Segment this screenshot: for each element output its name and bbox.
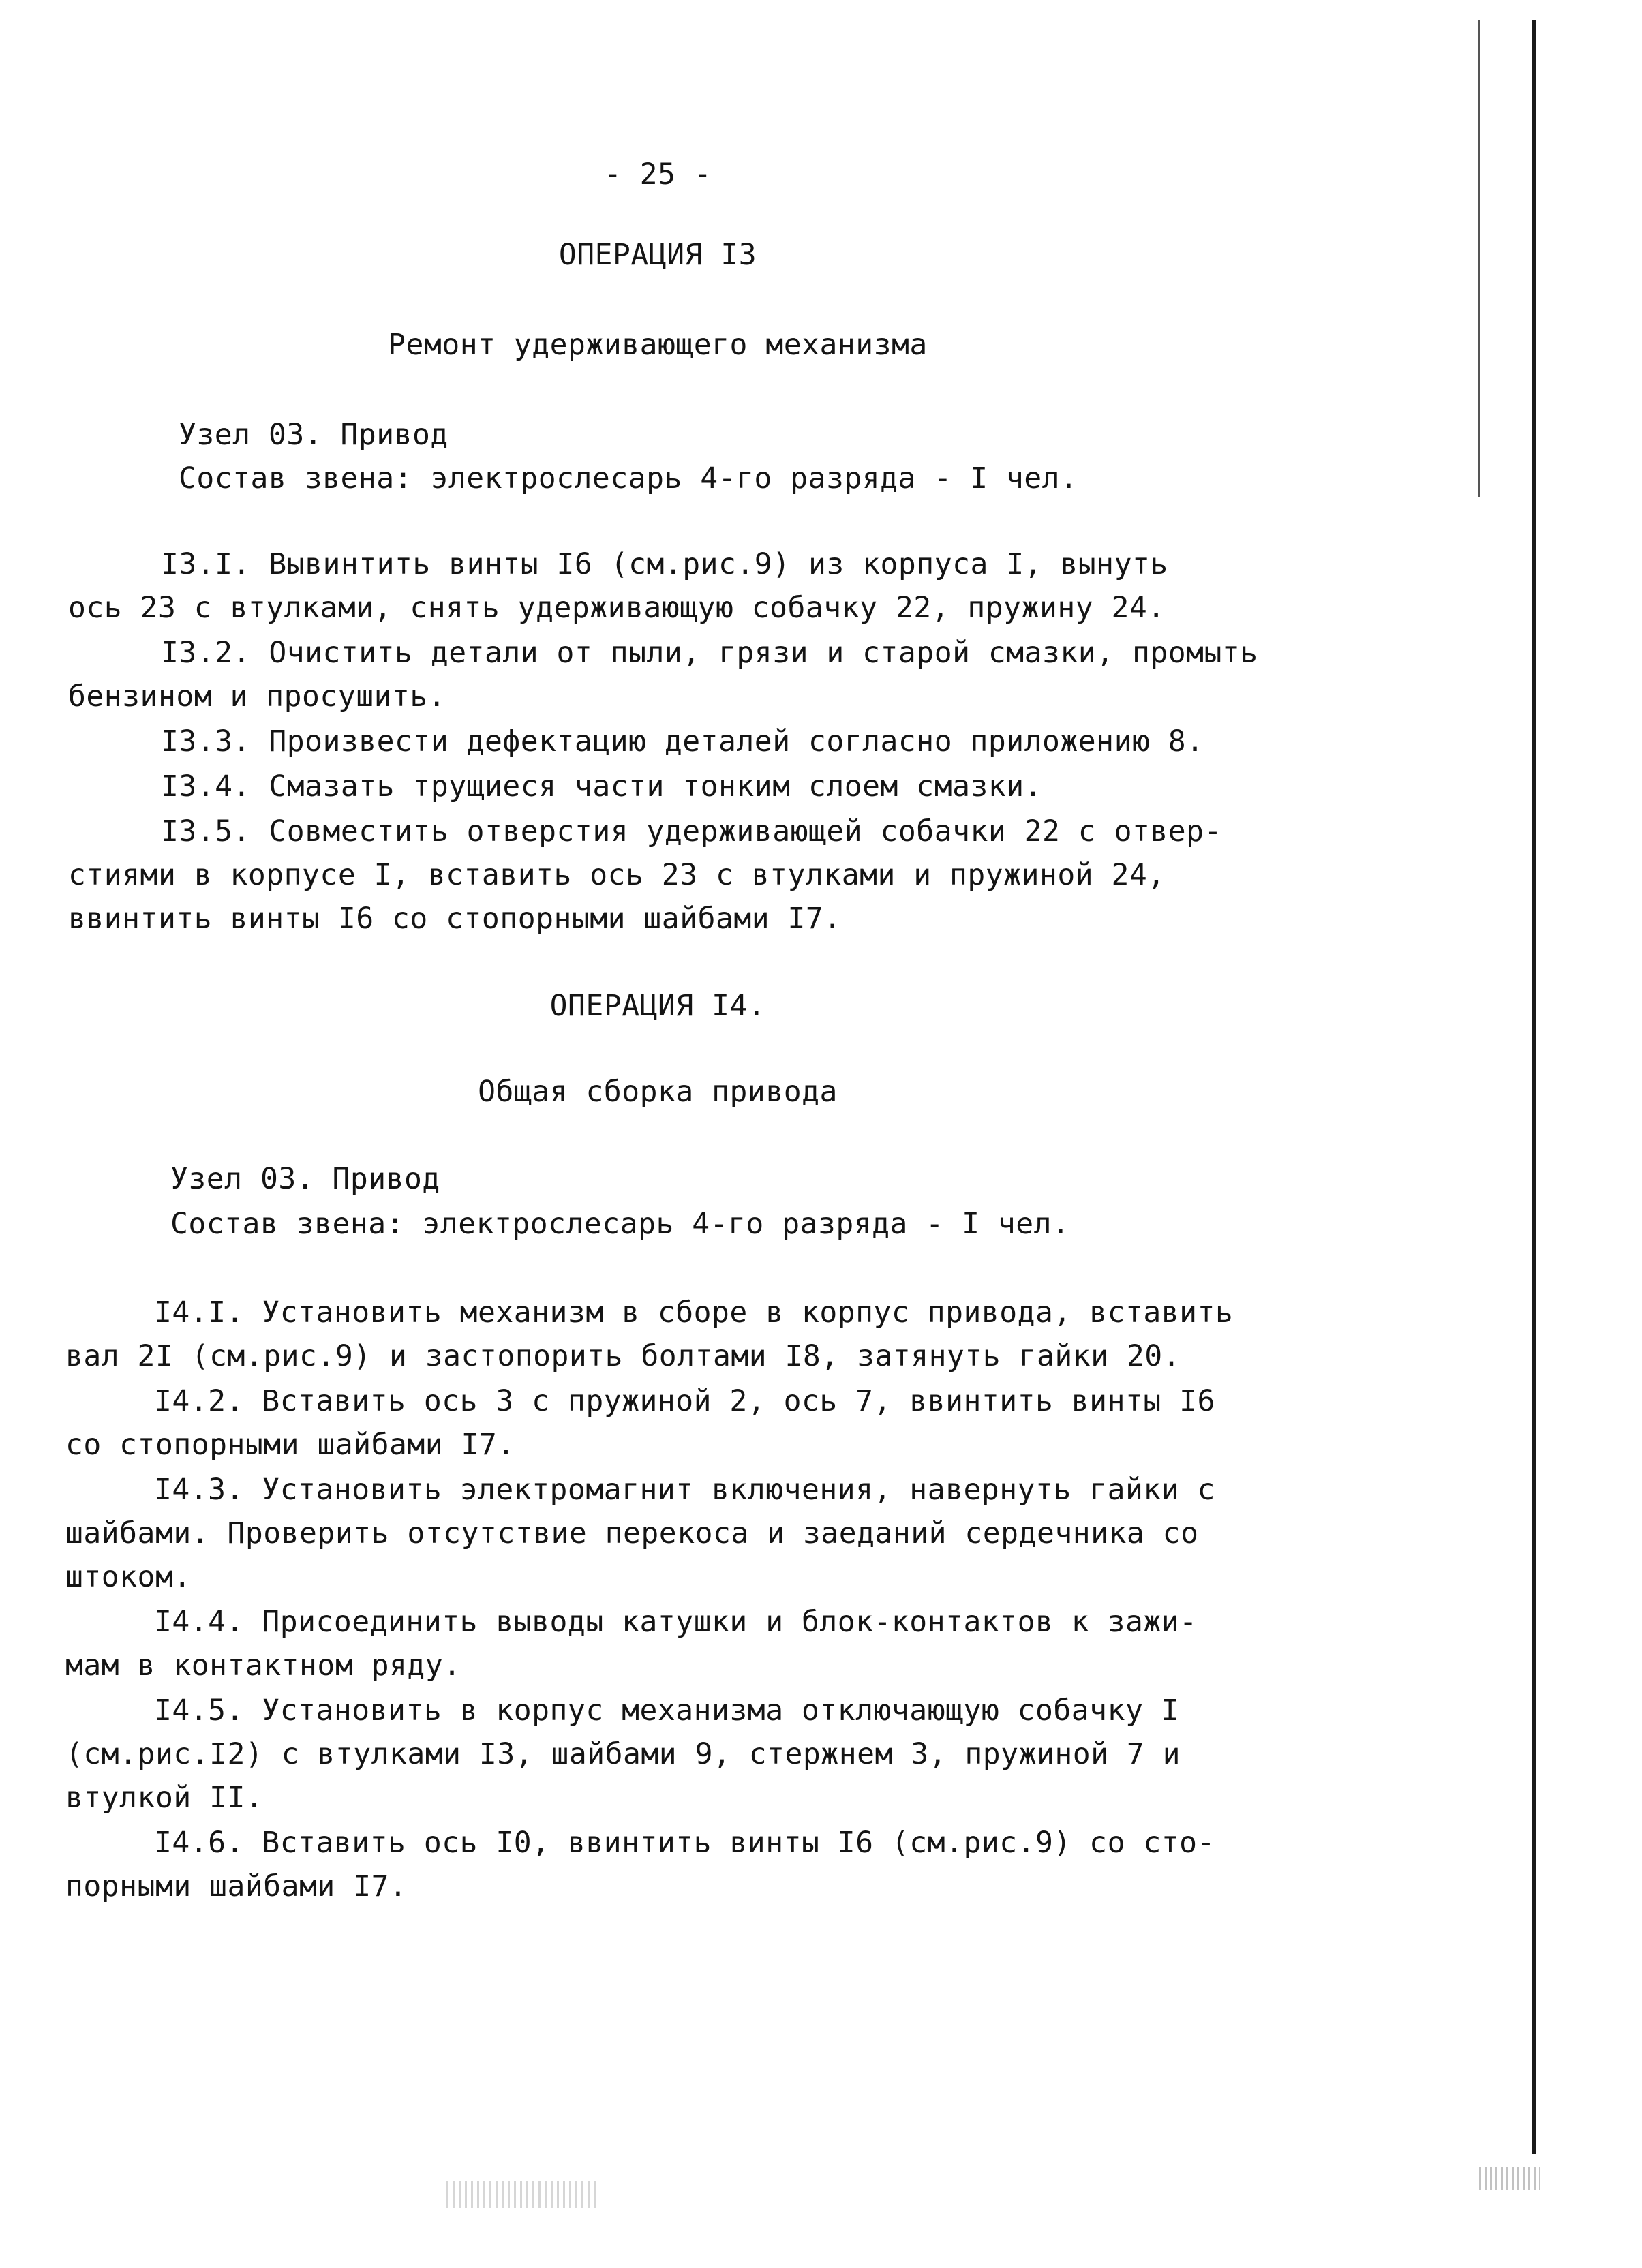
- page-number: - 25 -: [603, 157, 712, 191]
- operation-14-crew: Состав звена: электрослесарь 4-го разряда - I чел.: [170, 1207, 1070, 1241]
- operation-14-title: Общая сборка привода: [478, 1075, 838, 1109]
- operation-13-heading: ОПЕРАЦИЯ I3: [558, 238, 757, 272]
- step-14-2-line-1: I4.2. Вставить ось 3 с пружиной 2, ось 7, ввинтить винты I6: [154, 1384, 1215, 1418]
- binding-edge-line: [1532, 20, 1536, 2154]
- step-13-5-line-1: I3.5. Совместить отверстия удерживающей собачки 22 с отвер-: [161, 814, 1222, 848]
- step-14-4-line-2: мам в контактном ряду.: [65, 1649, 461, 1683]
- step-14-2-line-2: со стопорными шайбами I7.: [65, 1428, 515, 1462]
- step-14-1-line-2: вал 2I (см.рис.9) и застопорить болтами I8, затянуть гайки 20.: [65, 1339, 1181, 1373]
- step-14-5-line-2: (см.рис.I2) с втулками I3, шайбами 9, стержнем 3, пружиной 7 и: [65, 1737, 1181, 1771]
- step-13-5-line-2: стиями в корпусе I, вставить ось 23 с втулками и пружиной 24,: [68, 858, 1166, 892]
- operation-13-node: Узел 03. Привод: [179, 418, 448, 452]
- step-13-3-line-1: I3.3. Произвести дефектацию деталей согласно приложению 8.: [161, 724, 1204, 758]
- operation-14-node: Узел 03. Привод: [170, 1162, 440, 1196]
- step-14-1-line-1: I4.I. Установить механизм в сборе в корпус привода, вставить: [154, 1296, 1234, 1330]
- step-14-6-line-1: I4.6. Вставить ось I0, ввинтить винты I6 (см.рис.9) со сто-: [154, 1826, 1215, 1860]
- step-13-1-line-2: ось 23 с втулками, снять удерживающую собачку 22, пружину 24.: [68, 591, 1166, 625]
- step-14-4-line-1: I4.4. Присоединить выводы катушки и блок-контактов к зажи-: [154, 1605, 1198, 1639]
- operation-13-title: Ремонт удерживающего механизма: [388, 328, 928, 362]
- operation-14-heading: ОПЕРАЦИЯ I4.: [549, 989, 766, 1023]
- step-13-2-line-1: I3.2. Очистить детали от пыли, грязи и старой смазки, промыть: [161, 636, 1258, 670]
- step-13-4-line-1: I3.4. Смазать трущиеся части тонким слоем смазки.: [161, 769, 1043, 803]
- step-14-6-line-2: порными шайбами I7.: [65, 1869, 408, 1903]
- step-13-5-line-3: ввинтить винты I6 со стопорными шайбами I7.: [68, 902, 842, 936]
- operation-13-crew: Состав звена: электрослесарь 4-го разряда - I чел.: [179, 461, 1078, 495]
- step-14-5-line-3: втулкой II.: [65, 1781, 264, 1815]
- faded-corner-mark: [1479, 2167, 1540, 2190]
- faded-stamp-mark: [446, 2181, 596, 2208]
- step-14-5-line-1: I4.5. Установить в корпус механизма отключающую собачку I: [154, 1694, 1180, 1728]
- step-13-1-line-1: I3.I. Вывинтить винты I6 (см.рис.9) из корпуса I, вынуть: [161, 547, 1168, 581]
- step-14-3-line-3: штоком.: [65, 1560, 192, 1594]
- binding-edge-shadow: [1478, 20, 1480, 497]
- step-14-3-line-2: шайбами. Проверить отсутствие перекоса и заеданий сердечника со: [65, 1516, 1199, 1550]
- step-13-2-line-2: бензином и просушить.: [68, 679, 446, 714]
- step-14-3-line-1: I4.3. Установить электромагнит включения, навернуть гайки с: [154, 1473, 1215, 1507]
